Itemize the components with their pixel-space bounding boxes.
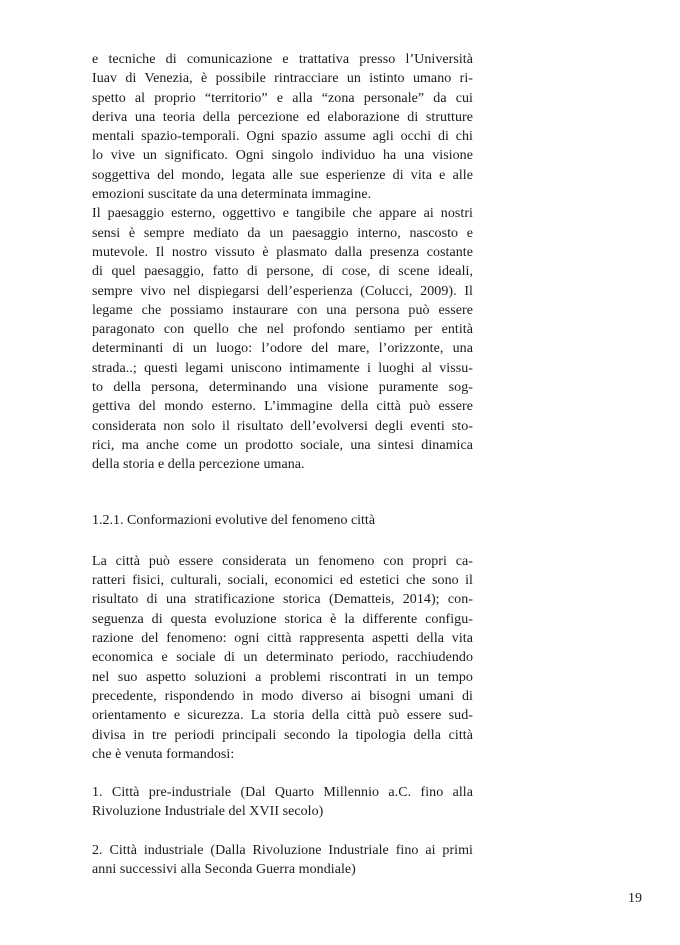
- text-line: deriva una teoria della percezione ed elaborazione di strutture: [92, 109, 473, 125]
- text-line: mentali spazio-temporali. Ogni spazio assume agli occhi di chi: [92, 129, 473, 145]
- text-line: paragonato con quello che nel profondo sentiamo per entità: [92, 322, 473, 338]
- text-line: anni successivi alla Seconda Guerra mondiale): [92, 861, 356, 877]
- text-line: Il paesaggio esterno, oggettivo e tangibile che appare ai nostri: [92, 206, 473, 222]
- text-line: precedente, rispondendo in modo diverso ai bisogni umani di: [92, 688, 473, 704]
- text-line: economica e sociale di un determinato periodo, racchiudendo: [92, 650, 473, 666]
- section-heading: 1.2.1. Conformazioni evolutive del fenomeno città: [92, 512, 376, 528]
- text-line: razione del fenomeno: ogni città rappresenta aspetti della vita: [92, 631, 473, 647]
- text-line: emozioni suscitate da una determinata immagine.: [92, 187, 372, 203]
- list-item: [92, 783, 473, 822]
- text-line: 2. Città industriale (Dalla Rivoluzione Industriale fino ai primi: [92, 842, 473, 858]
- text-line: considerata non solo il risultato dell’evolversi degli eventi sto-: [92, 418, 473, 434]
- text-line: gettiva del mondo esterno. L’immagine della città può essere: [92, 399, 473, 415]
- text-line: mutevole. Il nostro vissuto è plasmato dalla presenza costante: [92, 244, 473, 260]
- text-line: to della persona, determinando una visione puramente sog-: [92, 380, 473, 396]
- text-line: nel suo aspetto soluzioni a problemi riscontrati in un tempo: [92, 669, 473, 685]
- text-line: legame che possiamo instaurare con una persona può essere: [92, 302, 473, 318]
- text-line: soggettiva del mondo, legata alle sue esperienze di vita e alle: [92, 167, 473, 183]
- text-line: strada..; questi legami uniscono intimamente i luoghi al vissu-: [92, 360, 473, 376]
- page-number: 19: [628, 891, 642, 906]
- text-line: seguenza di questa evoluzione storica è la differente configu-: [92, 611, 473, 627]
- text-line: sensi è sempre mediato da un paesaggio interno, nascosto e: [92, 225, 473, 241]
- page-body: [92, 50, 473, 879]
- paragraph-3: [92, 552, 473, 764]
- text-line: rici, ma anche come un prodotto sociale, una sintesi dinamica: [92, 437, 473, 453]
- text-line: che è venuta formandosi:: [92, 746, 235, 762]
- text-line: orientamento e sicurezza. La storia della città può essere sud-: [92, 708, 473, 724]
- text-line: spetto al proprio “territorio” e alla “zona personale” da cui: [92, 90, 473, 106]
- text-line: determinanti di un luogo: l’odore del mare, l’orizzonte, una: [92, 341, 473, 357]
- text-line: Rivoluzione Industriale del XVII secolo): [92, 804, 324, 820]
- text-line: e tecniche di comunicazione e trattativa presso l’Università: [92, 52, 473, 67]
- text-line: divisa in tre periodi principali secondo la tipologia della città: [92, 727, 473, 743]
- paragraph-1: [92, 50, 473, 204]
- text-line: Iuav di Venezia, è possibile rintracciare un istinto umano ri-: [92, 71, 473, 87]
- text-line: ratteri fisici, culturali, sociali, economici ed estetici che sono il: [92, 573, 473, 589]
- list-item: [92, 841, 473, 880]
- text-line: di quel paesaggio, fatto di persone, di cose, di scene ideali,: [92, 264, 473, 280]
- text-line: della storia e della percezione umana.: [92, 457, 305, 473]
- text-line: La città può essere considerata un fenomeno con propri ca-: [92, 553, 473, 569]
- text-line: lo vive un significato. Ogni singolo individuo ha una visione: [92, 148, 473, 164]
- text-line: sempre vivo nel dispiegarsi dell’esperienza (Colucci, 2009). Il: [92, 283, 473, 299]
- paragraph-2: [92, 204, 473, 474]
- text-line: 1. Città pre-industriale (Dal Quarto Millennio a.C. fino alla: [92, 785, 473, 801]
- text-line: risultato di una stratificazione storica (Dematteis, 2014); con-: [92, 592, 473, 608]
